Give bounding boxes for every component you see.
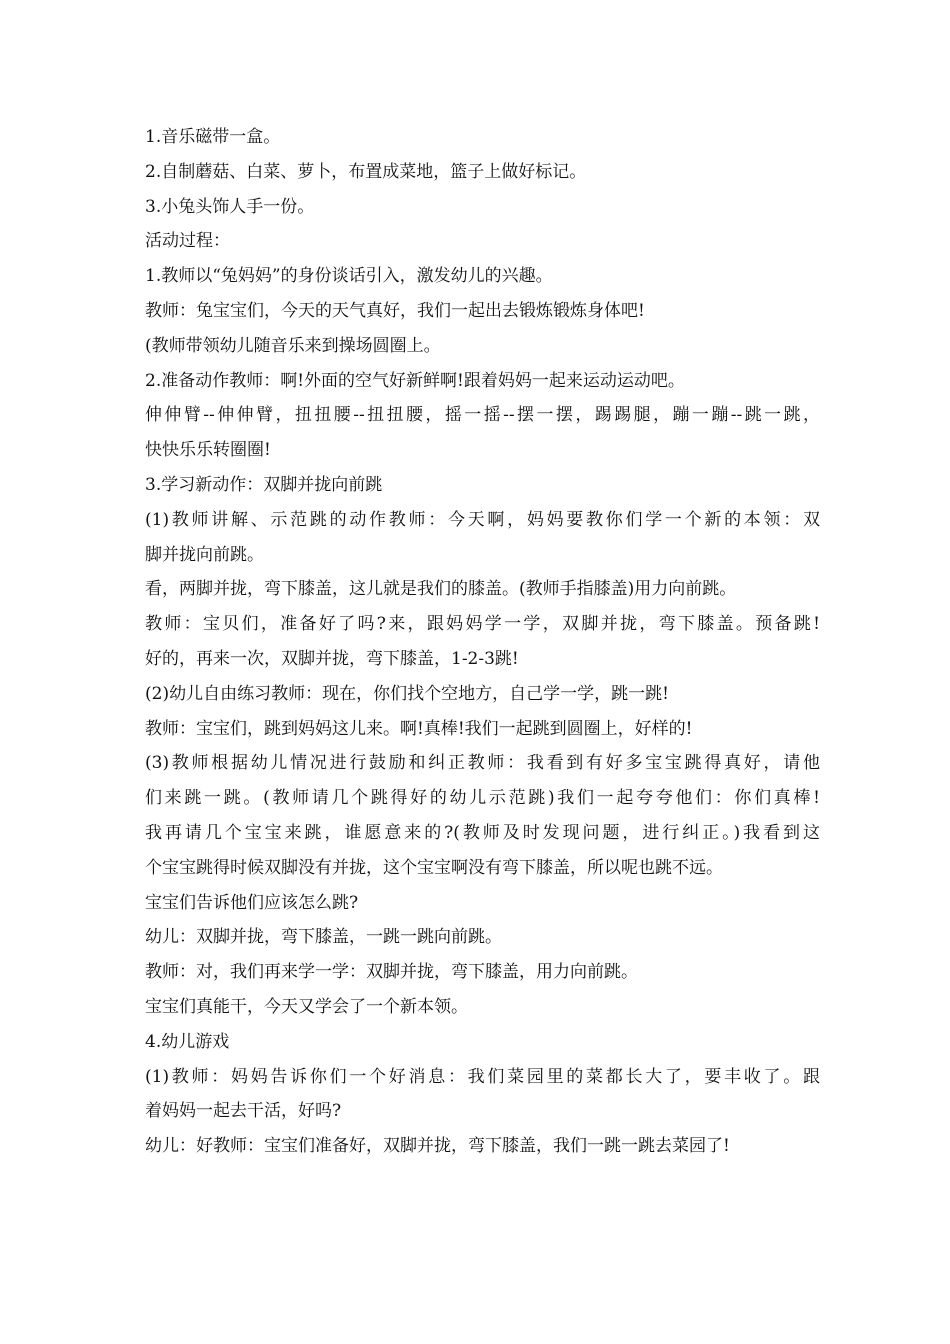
text-line: 1.教师以“兔妈妈”的身份谈话引入，激发幼儿的兴趣。 — [145, 266, 553, 287]
text-line: 4.幼儿游戏 — [145, 1031, 230, 1052]
text-line: 伸伸臂--伸伸臂，扭扭腰--扭扭腰，摇一摇--摆一摆，踢踢腿，蹦一蹦--跳一跳， — [145, 405, 820, 426]
text-line: 快快乐乐转圈圈! — [145, 440, 271, 461]
text-line: (1)教师讲解、示范跳的动作教师：今天啊，妈妈要教你们学一个新的本领：双 — [145, 509, 820, 530]
text-line: 幼儿：双脚并拢，弯下膝盖，一跳一跳向前跳。 — [145, 927, 502, 948]
text-line: 教师：宝宝们，跳到妈妈这儿来。啊!真棒!我们一起跳到圆圈上，好样的! — [145, 718, 693, 739]
text-line: 宝宝们告诉他们应该怎么跳? — [145, 892, 359, 913]
text-line: 个宝宝跳得时候双脚没有并拢，这个宝宝啊没有弯下膝盖，所以呢也跳不远。 — [145, 857, 723, 878]
text-line: 3.小兔头饰人手一份。 — [145, 196, 315, 217]
text-line: 着妈妈一起去干活，好吗? — [145, 1101, 342, 1122]
text-line: 们来跳一跳。(教师请几个跳得好的幼儿示范跳)我们一起夸夸他们：你们真棒! — [145, 788, 820, 809]
text-line: 我再请几个宝宝来跳，谁愿意来的?(教师及时发现问题，进行纠正。)我看到这 — [145, 822, 820, 843]
text-line: 好的，再来一次，双脚并拢，弯下膝盖，1-2-3跳! — [145, 648, 519, 669]
text-line: (教师带领幼儿随音乐来到操场圆圈上。 — [145, 335, 441, 356]
text-line: (2)幼儿自由练习教师：现在，你们找个空地方，自己学一学，跳一跳! — [145, 683, 669, 704]
text-line: 2.自制蘑菇、白菜、萝卜，布置成菜地，篮子上做好标记。 — [145, 161, 587, 182]
text-line: 脚并拢向前跳。 — [145, 544, 264, 565]
text-line: 宝宝们真能干，今天又学会了一个新本领。 — [145, 996, 468, 1017]
section-heading: 活动过程： — [145, 231, 230, 252]
text-line: 教师：宝贝们，准备好了吗?来，跟妈妈学一学，双脚并拢，弯下膝盖。预备跳! — [145, 614, 820, 635]
text-line: 3.学习新动作：双脚并拢向前跳 — [145, 474, 383, 495]
text-line: 幼儿：好教师：宝宝们准备好，双脚并拢，弯下膝盖，我们一跳一跳去菜园了! — [145, 1136, 730, 1157]
text-line: 2.准备动作教师：啊!外面的空气好新鲜啊!跟着妈妈一起来运动运动吧。 — [145, 370, 685, 391]
text-line: 1.音乐磁带一盒。 — [145, 127, 281, 147]
text-line: (1)教师：妈妈告诉你们一个好消息：我们菜园里的菜都长大了，要丰收了。跟 — [145, 1066, 820, 1087]
text-line: (3)教师根据幼儿情况进行鼓励和纠正教师：我看到有好多宝宝跳得真好，请他 — [145, 753, 820, 774]
text-line: 教师：对，我们再来学一学：双脚并拢，弯下膝盖，用力向前跳。 — [145, 962, 638, 983]
text-line: 看，两脚并拢，弯下膝盖，这儿就是我们的膝盖。(教师手指膝盖)用力向前跳。 — [145, 579, 737, 600]
text-line: 教师：兔宝宝们，今天的天气真好，我们一起出去锻炼锻炼身体吧! — [145, 300, 645, 321]
document-body — [145, 120, 820, 1164]
